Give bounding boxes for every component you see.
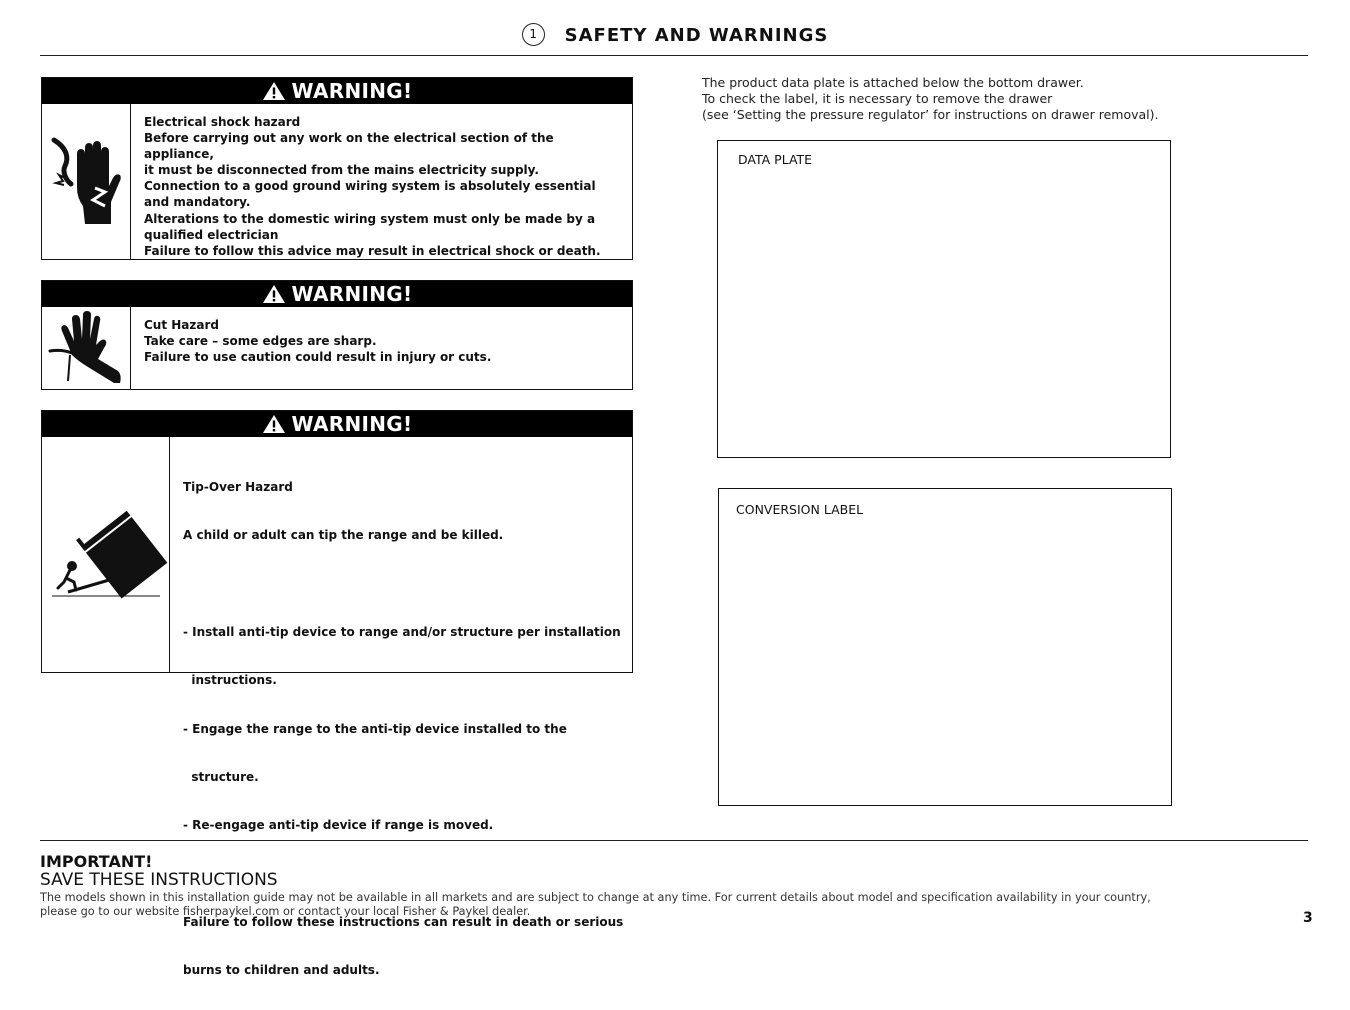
warning-title: Cut Hazard (144, 318, 219, 332)
intro-line: (see ‘Setting the pressure regulator’ for instructions on drawer removal). (702, 107, 1159, 122)
conversion-label-label: CONVERSION LABEL (736, 502, 864, 517)
footer-disclaimer (40, 891, 1220, 919)
data-plate-intro (702, 75, 1158, 123)
warning-line: - Install anti-tip device to range and/or structure per installation (183, 624, 621, 639)
warning-triangle-icon (262, 81, 286, 101)
intro-line: The product data plate is attached below the bottom drawer. (702, 75, 1084, 90)
warning-box-cut (41, 280, 633, 390)
page-header (0, 20, 1350, 50)
conversion-label-box (718, 488, 1172, 806)
warning-title: Electrical shock hazard (144, 115, 301, 129)
warning-heading: WARNING! (291, 79, 413, 103)
cut-hand-icon (42, 307, 131, 389)
warning-line: Connection to a good ground wiring system is absolutely essential (144, 179, 596, 194)
warning-line: burns to children and adults. (183, 962, 380, 977)
footer-divider (40, 840, 1308, 841)
warning-line: Alterations to the domestic wiring system must only be made by a (144, 211, 596, 226)
important-heading: IMPORTANT! (40, 852, 153, 871)
warning-line: Take care – some edges are sharp. (144, 334, 377, 349)
intro-line: To check the label, it is necessary to remove the drawer (702, 91, 1053, 106)
warning-text (131, 104, 632, 259)
warning-banner (42, 281, 632, 307)
warning-heading: WARNING! (291, 282, 413, 306)
warning-line: qualified electrician (144, 227, 279, 242)
warning-triangle-icon (262, 414, 286, 434)
warning-line: instructions. (183, 673, 277, 688)
warning-banner (42, 78, 632, 104)
warning-title: Tip-Over Hazard (183, 480, 293, 495)
warning-heading: WARNING! (291, 412, 413, 436)
warning-line: it must be disconnected from the mains electricity supply. (144, 163, 539, 178)
data-plate-label: DATA PLATE (738, 152, 813, 167)
header-divider (40, 55, 1308, 56)
warning-box-electrical (41, 77, 633, 260)
disclaimer-line: The models shown in this installation guide may not be available in all markets and are subject to change at any time. For current details about model and specification availability in your country, (40, 891, 1151, 904)
save-instructions-heading: SAVE THESE INSTRUCTIONS (40, 870, 278, 890)
electric-shock-hand-icon (42, 104, 131, 259)
page-title: SAFETY AND WARNINGS (564, 24, 829, 46)
warning-line: Failure to follow these instructions can result in death or serious (183, 914, 624, 929)
warning-banner (42, 411, 632, 437)
data-plate-box (717, 140, 1171, 458)
tip-over-range-icon (42, 437, 170, 672)
warning-line: - Engage the range to the anti-tip device installed to the (183, 721, 567, 736)
warning-line: Failure to use caution could result in injury or cuts. (144, 350, 492, 365)
warning-triangle-icon (262, 284, 286, 304)
warning-text (131, 307, 503, 389)
disclaimer-line: please go to our website fisherpaykel.com or contact your local Fisher & Paykel dealer. (40, 905, 531, 918)
warning-line: A child or adult can tip the range and be killed. (183, 528, 504, 543)
warning-line: structure. (183, 769, 259, 784)
warning-line: Before carrying out any work on the electrical section of the appliance, (144, 131, 554, 162)
page-number: 3 (1303, 910, 1313, 926)
warning-line: and mandatory. (144, 195, 251, 210)
warning-line: - Re-engage anti-tip device if range is moved. (183, 818, 494, 833)
warning-line: Failure to follow this advice may result in electrical shock or death. (144, 243, 601, 258)
chapter-number: 1 (522, 23, 545, 46)
warning-spacer (183, 576, 623, 592)
